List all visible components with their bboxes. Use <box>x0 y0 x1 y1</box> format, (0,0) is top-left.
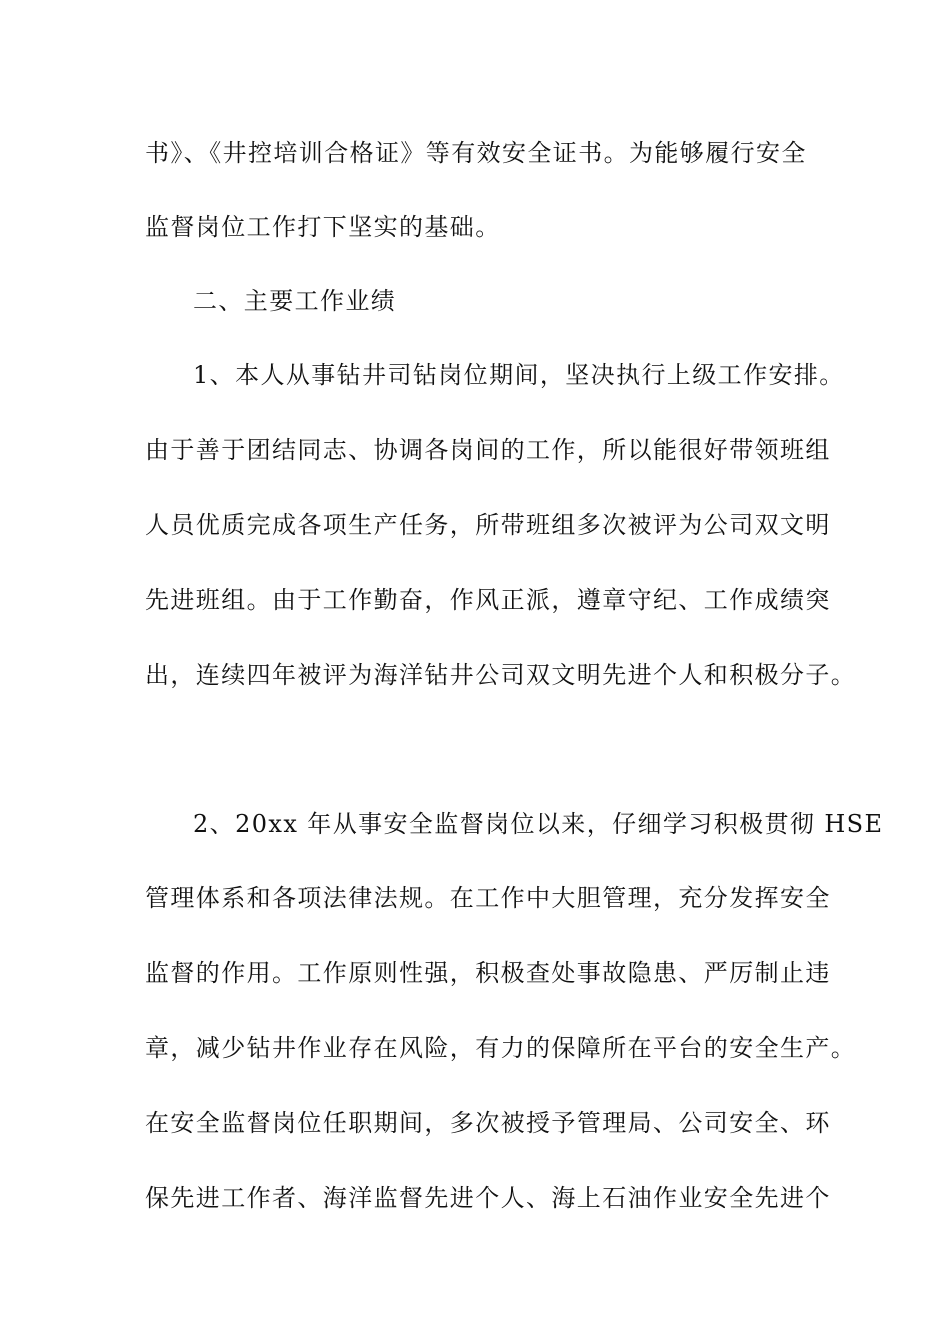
text-line: 监督的作用。工作原则性强，积极查处事故隐患、严厉制止违 <box>145 959 831 987</box>
text-line: 2、20xx 年从事安全监督岗位以来，仔细学习积极贯彻 HSE <box>193 810 884 838</box>
text-line: 出，连续四年被评为海洋钻井公司双文明先进个人和积极分子。 <box>145 661 857 689</box>
text-line: 保先进工作者、海洋监督先进个人、海上石油作业安全先进个 <box>145 1184 831 1212</box>
text-line: 人员优质完成各项生产任务，所带班组多次被评为公司双文明 <box>145 511 831 539</box>
text-line: 先进班组。由于工作勤奋，作风正派，遵章守纪、工作成绩突 <box>145 586 831 614</box>
text-line: 管理体系和各项法律法规。在工作中大胆管理，充分发挥安全 <box>145 884 831 912</box>
text-line: 在安全监督岗位任职期间，多次被授予管理局、公司安全、环 <box>145 1109 831 1137</box>
text-line: 监督岗位工作打下坚实的基础。 <box>145 213 501 241</box>
text-line: 书》、《井控培训合格证》等有效安全证书。为能够履行安全 <box>145 139 807 167</box>
text-line: 由于善于团结同志、协调各岗间的工作，所以能很好带领班组 <box>145 436 831 464</box>
section-heading: 二、主要工作业绩 <box>193 287 397 315</box>
text-line: 章，减少钻井作业存在风险，有力的保障所在平台的安全生产。 <box>145 1034 857 1062</box>
text-line: 1、本人从事钻井司钻岗位期间，坚决执行上级工作安排。 <box>193 361 845 389</box>
